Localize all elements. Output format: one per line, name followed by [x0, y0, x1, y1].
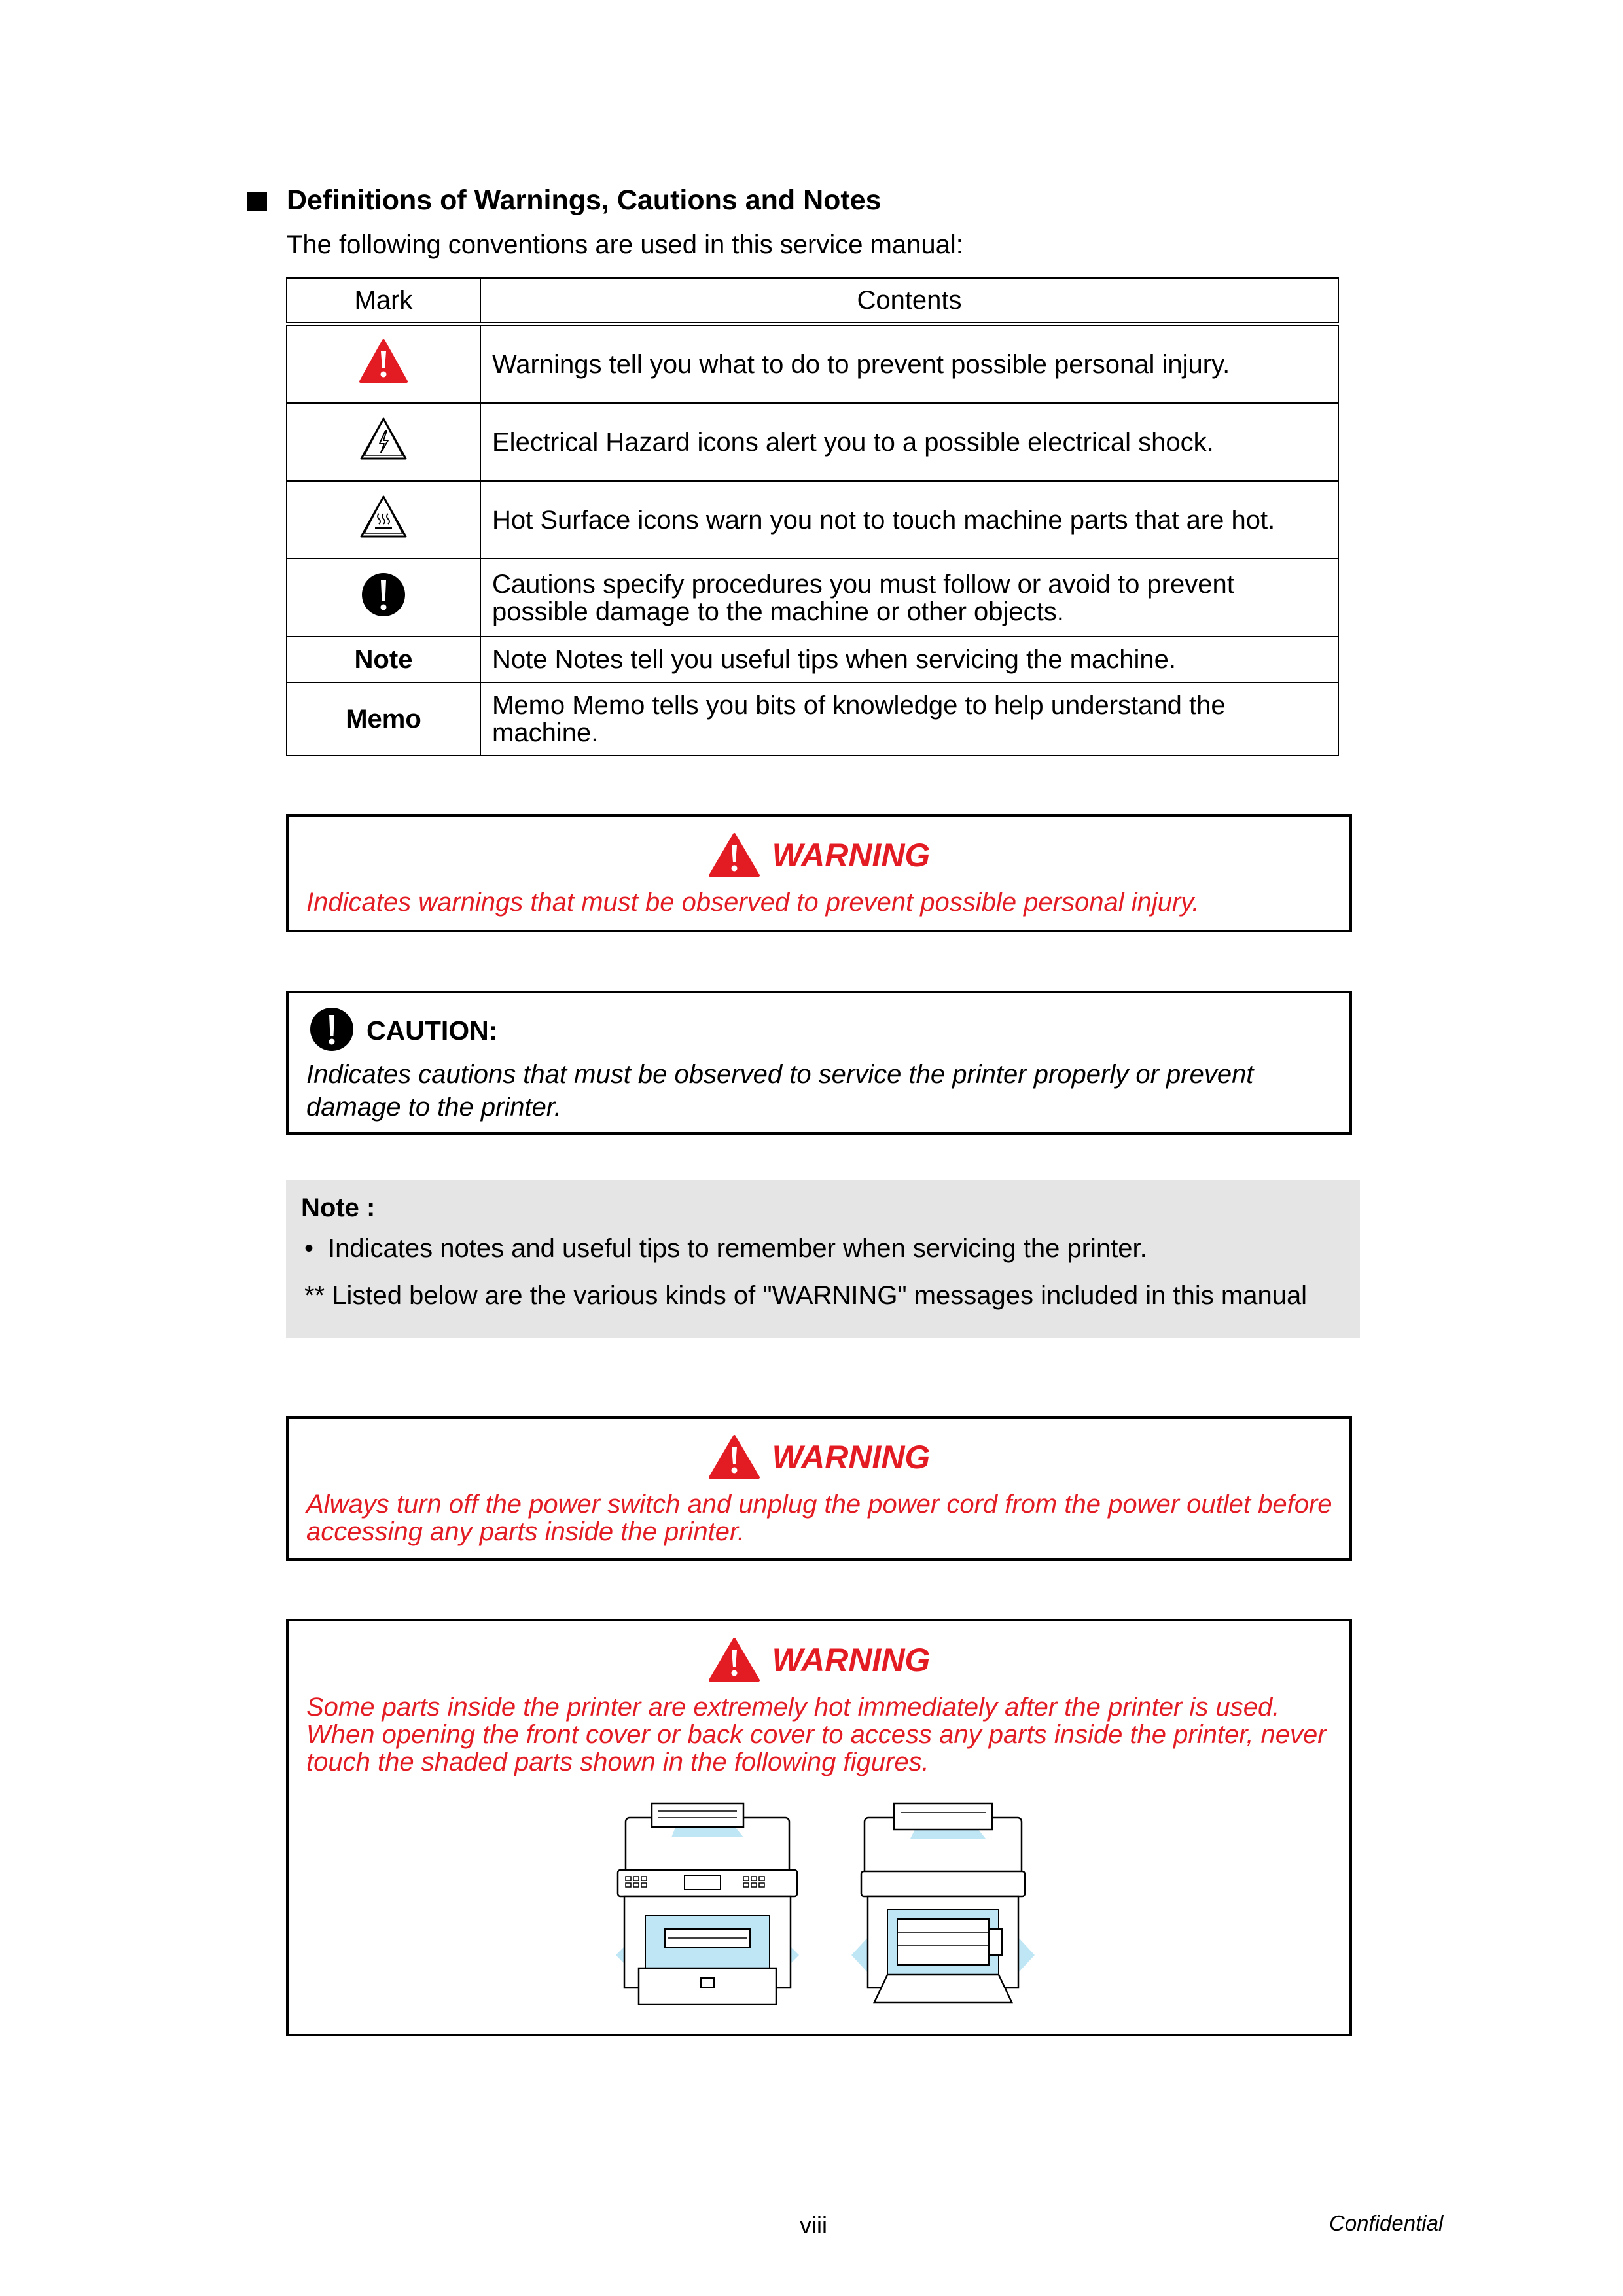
warning-text: Some parts inside the printer are extremely hot immediately after the printer is used. When opening the front cover or back cover to access any parts inside the printer, never touch the shaded parts shown in the following figures.	[306, 1693, 1327, 1776]
caution-title: CAUTION:	[366, 1016, 498, 1046]
table-row	[287, 637, 1338, 682]
warning-text: Always turn off the power switch and unplug the power cord from the power outlet before accessing any parts inside the printer.	[306, 1490, 1332, 1546]
table-row	[287, 559, 1338, 637]
caution-text: Indicates cautions that must be observed to service the printer properly or prevent damage to the printer.	[306, 1060, 1254, 1122]
contents-cell: Note Notes tell you useful tips when servicing the machine.	[480, 637, 1338, 682]
table-row	[287, 324, 1338, 403]
note-title: Note :	[301, 1193, 376, 1222]
contents-cell: Cautions specify procedures you must follow or avoid to prevent possible damage to the machine or other objects.	[480, 559, 1338, 637]
warning-heading	[289, 832, 1349, 878]
table-row	[287, 481, 1338, 559]
mark-cell	[287, 324, 480, 403]
section-title: Definitions of Warnings, Cautions and Notes	[287, 185, 882, 216]
warning-heading	[289, 1637, 1349, 1683]
warning-box	[286, 814, 1352, 932]
warning-title: WARNING	[772, 1439, 931, 1475]
header-mark: Mark	[287, 278, 480, 324]
header-contents: Contents	[480, 278, 1338, 324]
warning-text: Indicates warnings that must be observed to prevent possible personal injury.	[306, 888, 1200, 917]
warning-triangle-icon	[708, 832, 760, 878]
note-box	[286, 1180, 1360, 1338]
note-bullet-text: Indicates notes and useful tips to remember when servicing the printer.	[328, 1234, 1147, 1263]
mark-cell-note: Note	[287, 637, 480, 682]
warning-triangle-icon	[708, 1434, 760, 1480]
mark-cell	[287, 559, 480, 637]
warning-title: WARNING	[772, 1642, 931, 1678]
confidential-label: Confidential	[1329, 2211, 1444, 2235]
printer-rear-hot-parts-figure	[848, 1798, 1038, 2007]
definitions-table	[286, 277, 1339, 756]
caution-box	[286, 991, 1352, 1135]
hot-surface-icon	[359, 494, 408, 540]
section-intro: The following conventions are used in this service manual:	[287, 230, 963, 259]
warning-triangle-icon	[708, 1637, 760, 1683]
square-bullet-icon	[247, 192, 267, 211]
table-row	[287, 682, 1338, 756]
mark-cell-memo: Memo	[287, 682, 480, 756]
contents-cell: Electrical Hazard icons alert you to a possible electrical shock.	[480, 403, 1338, 481]
mark-cell	[287, 481, 480, 559]
mark-cell	[287, 403, 480, 481]
page-number: viii	[800, 2212, 827, 2238]
table-row	[287, 403, 1338, 481]
caution-circle-icon	[309, 1006, 355, 1052]
warning-triangle-icon	[359, 338, 408, 384]
caution-circle-icon	[361, 572, 406, 618]
table-header-row	[287, 278, 1338, 324]
note-bullet-marker: •	[304, 1234, 314, 1263]
warning-heading	[289, 1434, 1349, 1480]
warning-title: WARNING	[772, 837, 931, 874]
contents-cell: Hot Surface icons warn you not to touch machine parts that are hot.	[480, 481, 1338, 559]
contents-cell: Warnings tell you what to do to prevent possible personal injury.	[480, 324, 1338, 403]
warning-box	[286, 1416, 1352, 1561]
printer-front-hot-parts-figure	[613, 1798, 802, 2007]
warning-box	[286, 1619, 1352, 2036]
electrical-hazard-icon	[359, 416, 408, 462]
contents-cell: Memo Memo tells you bits of knowledge to help understand the machine.	[480, 682, 1338, 756]
note-extra-text: ** Listed below are the various kinds of "WARNING" messages included in this manual	[304, 1281, 1308, 1310]
